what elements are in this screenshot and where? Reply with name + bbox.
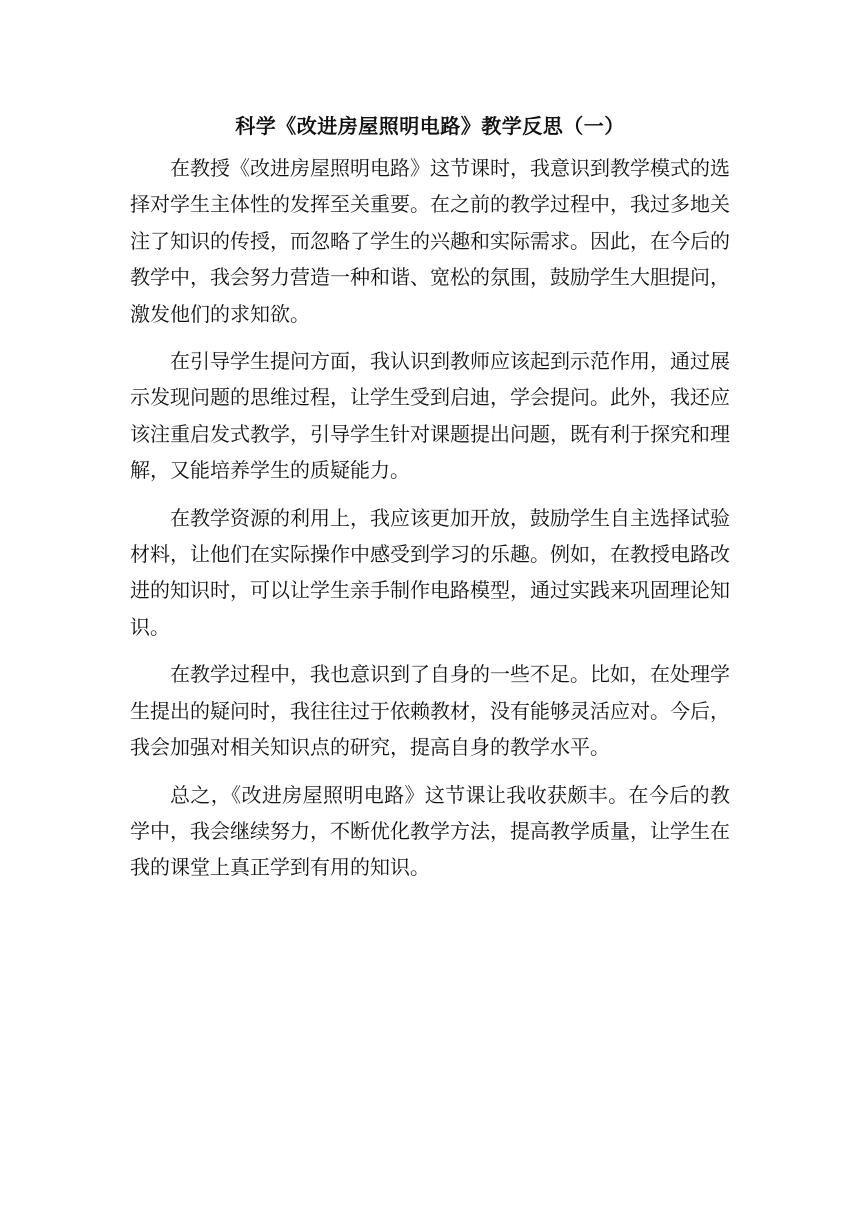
document-title: 科学《改进房屋照明电路》教学反思（一）	[235, 114, 625, 138]
paragraph-4: 在教学过程中，我也意识到了自身的一些不足。比如，在处理学生提出的疑问时，我往往过于依赖教材，没有能够灵活应对。今后，我会加强对相关知识点的研究，提高自身的教学水平。	[130, 662, 730, 760]
paragraph-2: 在引导学生提问方面，我认识到教师应该起到示范作用，通过展示发现问题的思维过程，让学生受到启迪，学会提问。此外，我还应该注重启发式教学，引导学生针对课题提出问题，既有利于探究和理解，又能培养学生的质疑能力。	[130, 349, 730, 483]
paragraph-1: 在教授《改进房屋照明电路》这节课时，我意识到教学模式的选择对学生主体性的发挥至关重要。在之前的教学过程中，我过多地关注了知识的传授，而忽略了学生的兴趣和实际需求。因此，在今后的教学中，我会努力营造一种和谐、宽松的氛围，鼓励学生大胆提问，激发他们的求知欲。	[130, 156, 730, 326]
paragraph-5: 总之，《改进房屋照明电路》这节课让我收获颇丰。在今后的教学中，我会继续努力，不断优化教学方法，提高教学质量，让学生在我的课堂上真正学到有用的知识。	[130, 782, 730, 880]
document-body	[130, 108, 730, 897]
paragraph-3: 在教学资源的利用上，我应该更加开放，鼓励学生自主选择试验材料，让他们在实际操作中感受到学习的乐趣。例如，在教授电路改进的知识时，可以让学生亲手制作电路模型，通过实践来巩固理论知识。	[130, 505, 730, 639]
